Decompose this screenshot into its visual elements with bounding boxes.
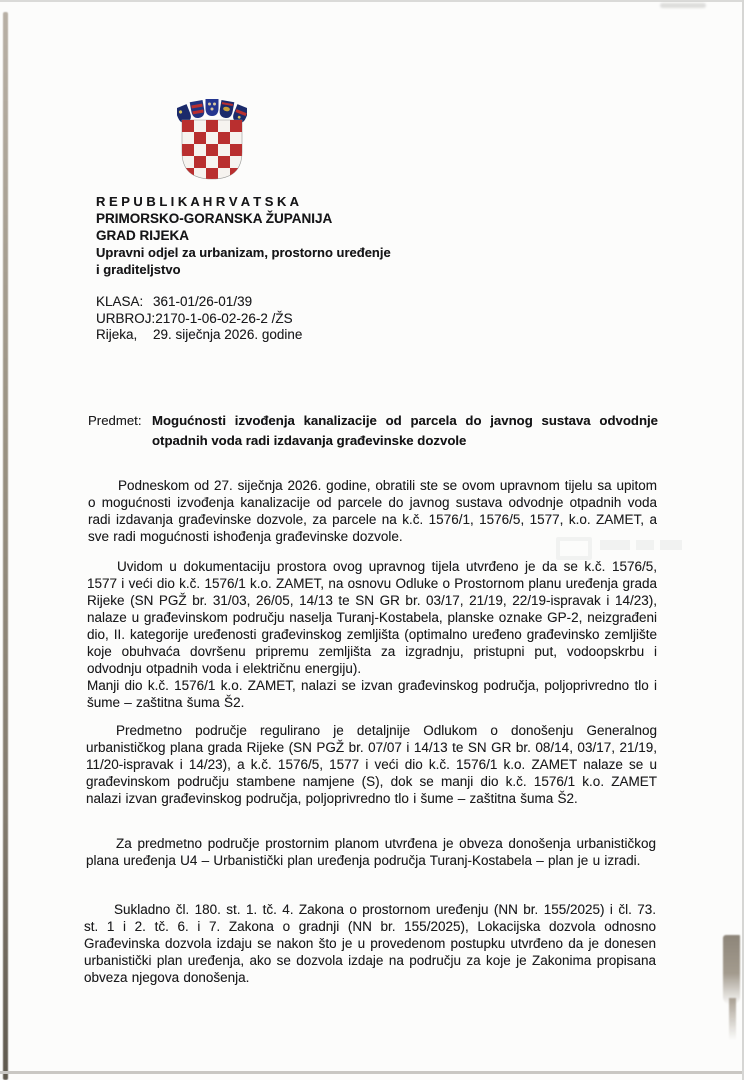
letterhead-county: PRIMORSKO-GORANSKA ŽUPANIJA <box>96 211 333 226</box>
scan-edge-left <box>3 12 8 1080</box>
scan-smudge-right-tail <box>729 998 736 1040</box>
paragraph-5: Sukladno čl. 180. st. 1. tč. 4. Zakona o prostornom uređenju (NN br. 155/2025) i čl. 73. st. 1 i 2. tč. 6. i 7. Zakona o gradnji (NN br. 155/2025), Lokacijska dozvola odnosno Građevinska dozvola izdaju se nakon što je u provedenom postupku utvrđeno da je donesen urbanistički plan uređenja, ako se dozvola izdaje na području za koje je Zakonima propisana obveza njegova donošenja. <box>84 902 656 985</box>
paragraph-2-continuation: Manji dio k.č. 1576/1 k.o. ZAMET, nalazi se izvan građevinskog područja, poljoprivredno tlo i šume – zaštitna šuma Š2. <box>87 678 657 710</box>
reference-row-date <box>96 327 302 344</box>
subject-block <box>88 411 658 450</box>
place-label: Rijeka, <box>96 327 138 342</box>
urbroj-label: URBROJ: <box>96 310 156 326</box>
croatia-coat-of-arms-icon <box>177 98 247 182</box>
letterhead <box>96 193 391 278</box>
paragraph-4: Za predmetno područje prostornim planom utvrđena je obveza donošenja urbanističkog plana uređenja U4 – Urbanistički plan uređenja područja Turanj-Kostabela – plan je u izradi. <box>86 836 656 868</box>
paragraph-2-main: Uvidom u dokumentaciju prostora ovog upravnog tijela utvrđeno je da se k.č. 1576/5, 1577 i veći dio k.č. 1576/1 k.o. ZAMET, na osnovu Odluke o Prostornom planu uređenja grada Rijeke (SN PGŽ br. 31/03, 26/05, 14/13 te SN GR br. 03/17, 21/19, 22/19-ispravak i 14/23), nalaze u građevinskom području naselja Turanj-Kostabela, planske oznake GP-2, neizgrađeni dio, II. kategorije uređenosti građevinskog zemljišta (optimalno uređeno građevinsko zemljište koje obuhvaća dovršenu pripremu zemljišta za izgradnju, pristupni put, vodoopskrbu i odvodnju otpadnih voda i električnu energiju). <box>87 559 657 676</box>
paragraph-3: Predmetno područje regulirano je detaljnije Odlukom o donošenju Generalnog urbanističkog plana grada Rijeke (SN PGŽ br. 07/07 i 14/13 te SN GR br. 08/14, 03/17, 21/19, 11/20-ispravak i 14/23), a k.č. 1576/5, 1577 i veći dio k.č. 1576/1 k.o. ZAMET nalaze se u građevinskom području stambene namjene (S), dok se manji dio k.č. 1576/1 k.o. ZAMET nalazi izvan građevinskog područja, poljoprivredno tlo i šume – zaštitna šuma Š2. <box>86 723 657 806</box>
reference-row-urbroj <box>96 311 302 328</box>
klasa-value: 361-01/26-01/39 <box>153 294 253 309</box>
reference-block <box>96 294 302 344</box>
date-value: 29. siječnja 2026. godine <box>153 327 303 342</box>
paragraph-1: Podneskom od 27. siječnja 2026. godine, obratili ste se ovom upravnom tijelu sa upitom o mogućnosti izvođenja kanalizacije od parcele do javnog sustava odvodnje otpadnih voda radi izdavanja građevinske dozvole, za parcele na k.č. 1576/1, 1576/5, 1577, k.o. ZAMET, a sve radi mogućnosti ishođenja građevinske dozvole. <box>88 478 657 544</box>
coa-checker-shield <box>182 120 242 180</box>
subject-label: Predmet: <box>88 413 142 428</box>
klasa-label: KLASA: <box>96 294 144 309</box>
scan-edge-bottom <box>0 1071 744 1074</box>
letterhead-department-line1: Upravni odjel za urbanizam, prostorno uređenje <box>96 245 391 260</box>
letterhead-city: GRAD RIJEKA <box>96 228 190 243</box>
letterhead-country: R E P U B L I K A H R V A T S K A <box>96 194 299 209</box>
scan-smudge-right <box>723 935 740 1005</box>
scan-watermark-bar <box>660 540 682 550</box>
letterhead-department-line2: i graditeljstvo <box>96 262 181 277</box>
paragraph-2 <box>87 558 657 711</box>
scan-edge-top <box>0 0 744 2</box>
reference-row-klasa <box>96 294 302 311</box>
subject-text: Mogućnosti izvođenja kanalizacije od parcela do javnog sustava odvodnje otpadnih voda radi izdavanja građevinske dozvole <box>152 413 658 448</box>
scan-smudge-top <box>660 3 706 8</box>
urbroj-value: 2170-1-06-02-26-2 /ŽS <box>155 310 293 326</box>
